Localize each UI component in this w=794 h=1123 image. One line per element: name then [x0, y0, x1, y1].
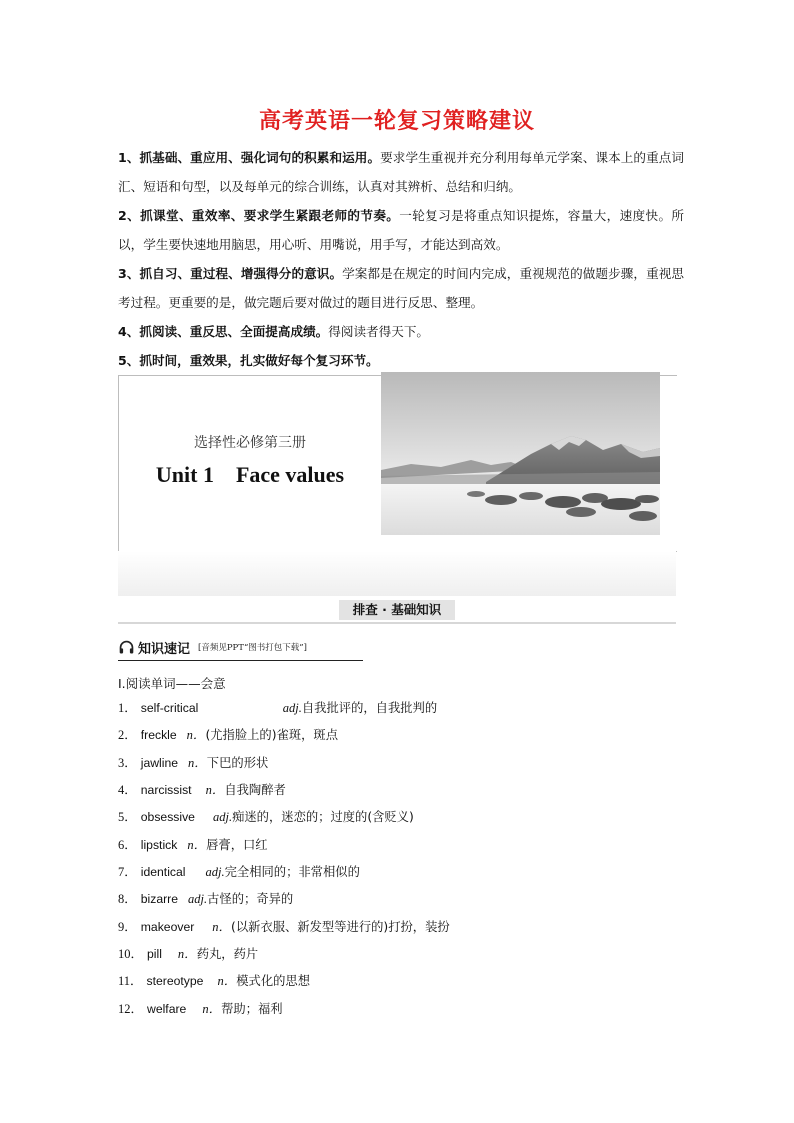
vocab-pos: adj.	[205, 865, 225, 880]
vocab-meaning: 唇膏，口红	[206, 837, 268, 852]
page-title: 高考英语一轮复习策略建议	[258, 109, 535, 134]
vocab-number: 5．	[118, 810, 137, 825]
vocab-word: self-critical	[140, 701, 199, 715]
banner-shadow	[118, 551, 676, 596]
vocab-number: 4．	[118, 783, 137, 798]
vocab-meaning: 古怪的；奇异的	[207, 892, 294, 907]
vocab-pos: n．	[217, 974, 237, 989]
headphones-icon	[118, 639, 135, 656]
vocab-number: 10．	[118, 947, 144, 962]
vocab-pos: n．	[187, 837, 207, 852]
strategy-text: 一轮复习是将重点知识提炼，容量大，速度快。所以，学生要快速地用脑思，用心听、用嘴说，用手写，才能达到高效。	[118, 208, 684, 252]
section-header	[118, 598, 676, 624]
strategy-list	[118, 143, 684, 375]
vocab-pos: n．	[202, 1001, 222, 1016]
vocab-word: bizarre	[140, 892, 179, 907]
vocab-item	[118, 999, 684, 1026]
vocab-item	[118, 780, 684, 807]
vocab-number: 1．	[118, 701, 137, 715]
strategy-text: 得阅读者得天下。	[328, 324, 430, 339]
strategy-heading: 3、抓自习、重过程、增强得分的意识。	[118, 266, 343, 281]
vocab-word: freckle	[140, 728, 177, 743]
strategy-text: 要求学生重视并充分利用每单元学案、课本上的重点词汇、短语和句型，以及每单元的综合训练，认真对其辨析、总结和归纳。	[118, 150, 685, 194]
vocab-number: 9．	[118, 919, 137, 934]
mountain-lake-photo	[381, 372, 660, 535]
vocab-word: obsessive	[140, 810, 195, 825]
subsection-title: Ⅰ.阅读单词——会意	[118, 676, 226, 691]
vocab-meaning: 模式化的思想	[236, 974, 311, 989]
vocab-word: stereotype	[146, 974, 204, 989]
vocab-pos: n．	[205, 783, 225, 798]
vocab-word: lipstick	[140, 837, 178, 852]
strategy-item	[118, 143, 684, 201]
vocab-number: 6．	[118, 837, 137, 852]
unit-banner	[118, 375, 677, 552]
vocab-item	[118, 944, 684, 971]
vocab-word: jawline	[140, 755, 179, 770]
vocab-meaning: 自我陶醉者	[224, 783, 286, 798]
vocab-pos: n．	[188, 755, 207, 770]
strategy-heading: 5、抓时间，重效果，扎实做好每个复习环节。	[118, 353, 379, 368]
vocab-item	[118, 917, 684, 944]
strategy-heading: 2、抓课堂、重效率、要求学生紧跟老师的节奏。	[118, 208, 400, 223]
vocab-pos: adj.	[212, 810, 233, 825]
vocab-pos: n．	[212, 919, 232, 934]
vocab-meaning: (尤指脸上的)雀斑，斑点	[205, 728, 339, 743]
strategy-item	[118, 317, 684, 346]
vocab-number: 3．	[118, 755, 137, 770]
unit-title: Unit 1 Face values	[155, 462, 345, 487]
vocab-number: 2．	[118, 728, 137, 743]
knowledge-title: 知识速记	[138, 641, 191, 657]
vocab-pos: n．	[186, 728, 206, 743]
knowledge-underline	[118, 660, 363, 661]
vocab-meaning: 下巴的形状	[206, 755, 269, 770]
vocab-pos: adj.	[188, 892, 208, 907]
vocab-meaning: (以新衣服、新发型等进行的)打扮，装扮	[231, 919, 450, 934]
vocab-item	[118, 862, 684, 889]
vocab-meaning: 自我批评的，自我批判的	[301, 701, 438, 715]
vocab-word: makeover	[140, 919, 195, 934]
vocab-item	[118, 807, 684, 834]
vocab-item	[118, 753, 684, 780]
strategy-item	[118, 259, 684, 317]
vocab-number: 7．	[118, 865, 137, 880]
vocab-meaning: 痴迷的，迷恋的；过度的(含贬义)	[232, 810, 414, 825]
vocab-item	[118, 698, 684, 725]
book-subtitle: 选择性必修第三册	[194, 435, 306, 451]
strategy-item	[118, 201, 684, 259]
vocab-pos: adj.	[282, 701, 302, 715]
strategy-item	[118, 346, 684, 375]
knowledge-header	[118, 636, 307, 658]
vocab-word: narcissist	[140, 783, 192, 798]
strategy-heading: 4、抓阅读、重反思、全面提高成绩。	[118, 324, 329, 339]
vocab-item	[118, 835, 684, 862]
vocab-word: pill	[147, 947, 162, 962]
vocab-list	[118, 698, 684, 1026]
strategy-text: 学案都是在规定的时间内完成，重视规范的做题步骤，重视思考过程。更重要的是，做完题后要对做过的题目进行反思、整理。	[118, 266, 685, 310]
vocab-meaning: 完全相同的；非常相似的	[224, 865, 360, 880]
vocab-meaning: 药丸，药片	[196, 947, 259, 962]
vocab-number: 11．	[118, 974, 143, 989]
audio-note: [音频见PPT“图书打包下载”]	[198, 643, 307, 653]
vocab-item	[118, 971, 684, 998]
vocab-word: welfare	[147, 1001, 187, 1016]
vocab-meaning: 帮助；福利	[221, 1001, 283, 1016]
vocab-number: 12．	[118, 1001, 144, 1016]
vocab-number: 8．	[118, 892, 137, 907]
vocab-item	[118, 725, 684, 752]
vocab-pos: n．	[177, 947, 197, 962]
vocab-item	[118, 889, 684, 916]
vocab-word: identical	[140, 865, 186, 880]
section-label: 排查 · 基础知识	[339, 600, 455, 620]
strategy-heading: 1、抓基础、重应用、强化词句的积累和运用。	[118, 150, 381, 165]
